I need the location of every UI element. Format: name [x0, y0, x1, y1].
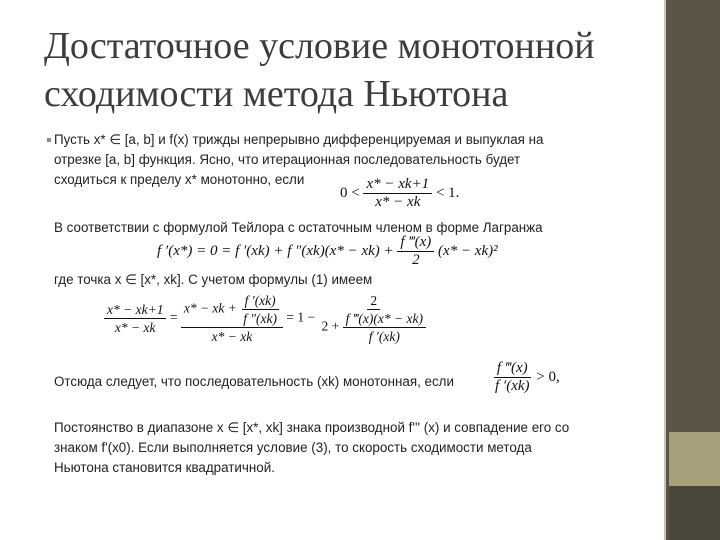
mono-fraction [492, 360, 533, 395]
ratio-inner-denominator: f ″(xk) [243, 311, 278, 326]
formula-ratio [104, 292, 429, 345]
ratio-right-numerator: 2 [367, 292, 380, 310]
paragraph-5-line-1: Постоянство в диапазоне x ∈ [x*, xk] знака производной f''' (x) и совпадение его со [54, 420, 570, 435]
paragraph-4: Отсюда следует, что последовательность (xk) монотонная, если [54, 374, 454, 389]
paragraph-2: В соответствии с формулой Тейлора с остаточным членом в форме Лагранжа [54, 220, 543, 235]
ratio-mid-denominator: x* − xk [211, 329, 253, 344]
ratio-right-inner-fraction [343, 310, 426, 345]
taylor-frac-denominator: 2 [412, 252, 420, 268]
title-line-2: сходимости метода Ньютона [44, 73, 509, 115]
cond-numerator: x* − xk+1 [363, 176, 432, 194]
ratio-lhs-numerator: x* − xk+1 [104, 301, 166, 319]
paragraph-1-line-2: отрезке [a, b] функция. Ясно, что итерационная последовательность будет [54, 152, 521, 167]
formula-monotone-condition [340, 176, 459, 211]
decorative-block-dark [669, 486, 720, 540]
taylor-lhs: f ′(x*) = 0 = f ′(xk) + f ″(xk)(x* − xk) + [157, 242, 394, 259]
mono-numerator: f ‴(x) [494, 360, 531, 378]
ratio-right-denominator [319, 310, 429, 345]
ratio-right-inner-numerator: f ‴(x)(x* − xk) [343, 310, 426, 328]
paragraph-1-line-1: Пусть x* ∈ [a, b] и f(x) трижды непрерывно дифференцируемая и выпуклая на [54, 132, 544, 147]
bullet-marker [47, 138, 51, 142]
formula-taylor [157, 234, 498, 269]
taylor-frac-numerator: f ‴(x) [397, 234, 434, 252]
ratio-mid-numerator [181, 292, 283, 328]
ratio-mid-inner-fraction [240, 292, 280, 327]
ratio-lhs-fraction [104, 301, 166, 336]
ratio-eq-one: = 1 − [286, 309, 316, 325]
cond-denominator: x* − xk [375, 194, 421, 210]
paragraph-5-line-3: Ньютона становится квадратичной. [54, 460, 275, 475]
slide-title [44, 22, 654, 118]
decorative-block-light [669, 432, 720, 486]
formula-monotone-sign [492, 360, 560, 395]
mono-denominator: f ′(xk) [495, 378, 530, 394]
taylor-fraction [397, 234, 434, 269]
ratio-right-den-text: 2 + [321, 318, 340, 334]
mono-tail: > 0, [536, 368, 560, 385]
title-line-1: Достаточное условие монотонной [44, 25, 595, 67]
cond-left: 0 < [340, 184, 360, 201]
paragraph-5-line-2: знаком f'(x0). Если выполняется условие (3), то скорость сходимости метода [54, 440, 532, 455]
taylor-tail: (x* − xk)² [438, 242, 498, 259]
cond-right: < 1. [435, 184, 460, 201]
ratio-mid-num-text: x* − xk + [183, 300, 237, 316]
ratio-equals: = [169, 309, 178, 325]
ratio-right-fraction [319, 292, 429, 345]
paragraph-1-line-3: сходиться к пределу x* монотонно, если [54, 172, 305, 187]
ratio-mid-fraction [181, 292, 283, 345]
ratio-right-inner-denominator: f ′(xk) [368, 329, 400, 344]
cond-fraction [363, 176, 432, 211]
paragraph-3: где точка x ∈ [x*, xk]. С учетом формулы (1) имеем [54, 272, 373, 287]
ratio-inner-numerator: f ′(xk) [242, 292, 279, 310]
ratio-lhs-denominator: x* − xk [114, 320, 156, 335]
